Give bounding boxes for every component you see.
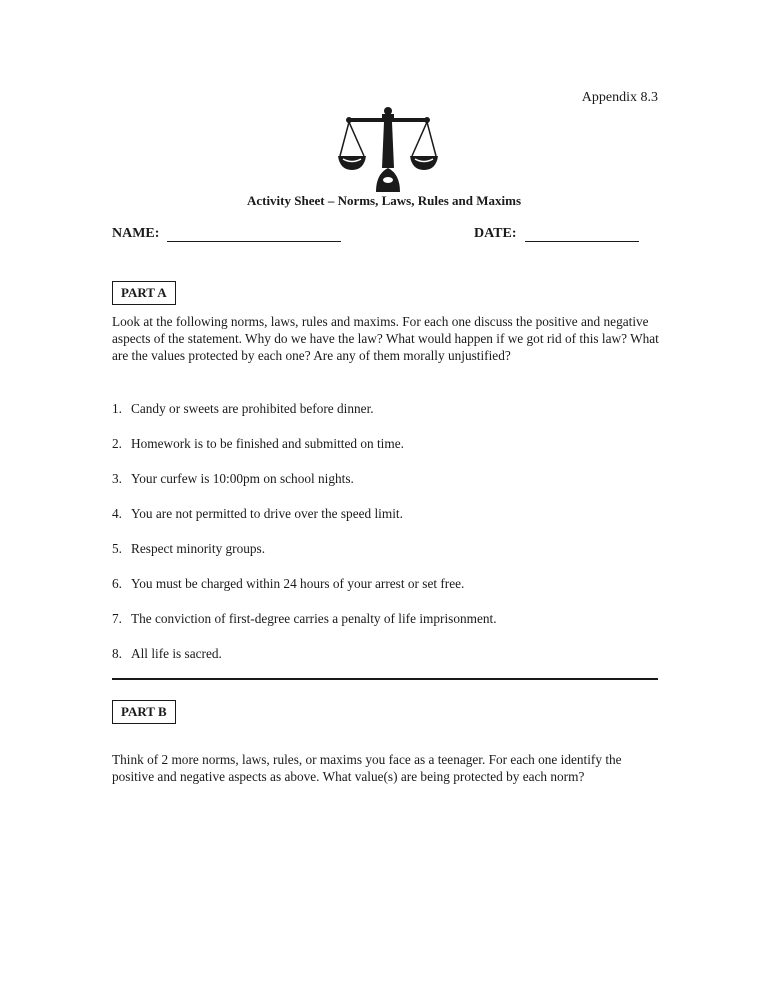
list-item [112, 540, 660, 575]
item-text: Homework is to be finished and submitted on time. [131, 436, 404, 451]
statement-list [112, 400, 660, 680]
date-label: DATE: [474, 226, 517, 241]
list-item [112, 435, 660, 470]
list-item [112, 505, 660, 540]
part-a-instructions: Look at the following norms, laws, rules and maxims. For each one discuss the positive and negative aspects of the statement. Why do we have the law? What would happen if we got rid of this law? What are the values protected by each one? Are any of them morally unjustified? [112, 314, 659, 363]
item-number: 4. [112, 506, 122, 521]
section-divider [112, 678, 658, 680]
item-text: You are not permitted to drive over the speed limit. [131, 506, 403, 521]
item-number: 1. [112, 401, 122, 416]
item-number: 8. [112, 646, 122, 661]
item-number: 2. [112, 436, 122, 451]
list-item [112, 400, 660, 435]
name-field-row [112, 226, 341, 242]
appendix-label: Appendix 8.3 [581, 90, 658, 105]
name-field[interactable] [167, 229, 341, 242]
part-b-heading: PART B [112, 700, 176, 724]
scales-of-justice-icon [338, 106, 438, 192]
list-item [112, 470, 660, 505]
item-text: You must be charged within 24 hours of your arrest or set free. [131, 576, 465, 591]
list-item [112, 645, 660, 680]
item-number: 7. [112, 611, 122, 626]
item-number: 6. [112, 576, 122, 591]
item-text: Respect minority groups. [131, 541, 266, 556]
list-item [112, 610, 660, 645]
sheet-title: Activity Sheet – Norms, Laws, Rules and Maxims [246, 193, 522, 208]
item-text: Candy or sweets are prohibited before dinner. [131, 401, 374, 416]
part-a-heading: PART A [112, 281, 176, 305]
date-field[interactable] [525, 229, 639, 242]
item-number: 5. [112, 541, 122, 556]
item-text: The conviction of first-degree carries a penalty of life imprisonment. [131, 611, 497, 626]
name-label: NAME: [112, 226, 160, 241]
date-field-row [474, 226, 639, 242]
item-number: 3. [112, 471, 122, 486]
list-item [112, 575, 660, 610]
part-b-instructions: Think of 2 more norms, laws, rules, or maxims you face as a teenager. For each one identify the positive and negative aspects as above. What value(s) are being protected by each norm? [112, 752, 622, 784]
item-text: All life is sacred. [131, 646, 222, 661]
item-text: Your curfew is 10:00pm on school nights. [131, 471, 354, 486]
